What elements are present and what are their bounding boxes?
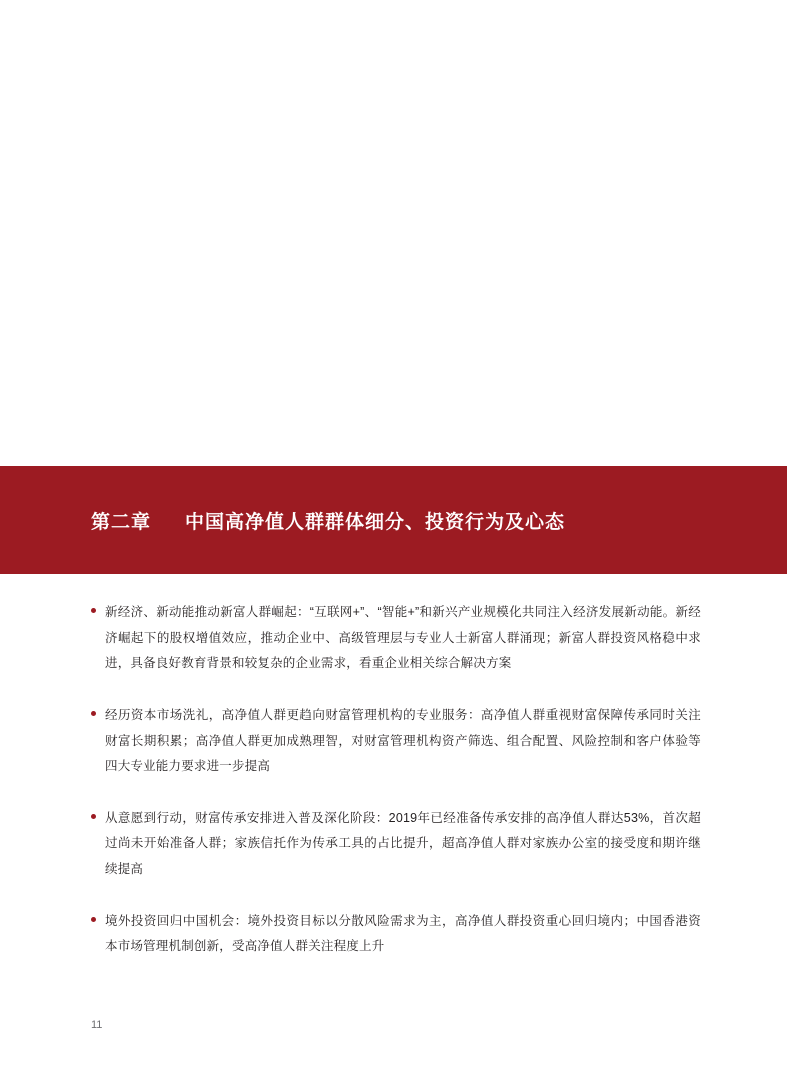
chapter-title: 中国高净值人群群体细分、投资行为及心态 bbox=[185, 511, 566, 533]
bullet-dot-icon bbox=[91, 711, 96, 716]
bullet-text: 经历资本市场洗礼，高净值人群更趋向财富管理机构的专业服务：高净值人群重视财富保障传承同时关注财富长期积累；高净值人群更加成熟理智，对财富管理机构资产筛选、组合配置、风险控制和客户体验等四大专业能力要求进一步提高 bbox=[105, 707, 701, 774]
bullet-dot-icon bbox=[91, 814, 96, 819]
bullet-dot-icon bbox=[91, 917, 96, 922]
chapter-banner bbox=[0, 466, 787, 574]
list-item bbox=[91, 806, 701, 883]
list-item bbox=[91, 703, 701, 780]
bullet-text: 境外投资回归中国机会：境外投资目标以分散风险需求为主，高净值人群投资重心回归境内；中国香港资本市场管理机制创新，受高净值人群关注程度上升 bbox=[105, 913, 701, 954]
bullet-dot-icon bbox=[91, 608, 96, 613]
list-item bbox=[91, 909, 701, 960]
bullet-text: 从意愿到行动，财富传承安排进入普及深化阶段：2019年已经准备传承安排的高净值人群达53%，首次超过尚未开始准备人群；家族信托作为传承工具的占比提升，超高净值人群对家族办公室的接受度和期许继续提高 bbox=[105, 810, 701, 876]
chapter-banner-content bbox=[0, 507, 565, 534]
bullet-text: 新经济、新动能推动新富人群崛起：“互联网+”、“智能+”和新兴产业规模化共同注入经济发展新动能。新经济崛起下的股权增值效应，推动企业中、高级管理层与专业人士新富人群涌现；新富人群投资风格稳中求进，具备良好教育背景和较复杂的企业需求，看重企业相关综合解决方案 bbox=[105, 605, 701, 671]
bullet-list bbox=[91, 600, 701, 986]
page-number: 11 bbox=[91, 1019, 103, 1031]
chapter-number: 第二章 bbox=[91, 511, 152, 533]
list-item bbox=[91, 600, 701, 677]
